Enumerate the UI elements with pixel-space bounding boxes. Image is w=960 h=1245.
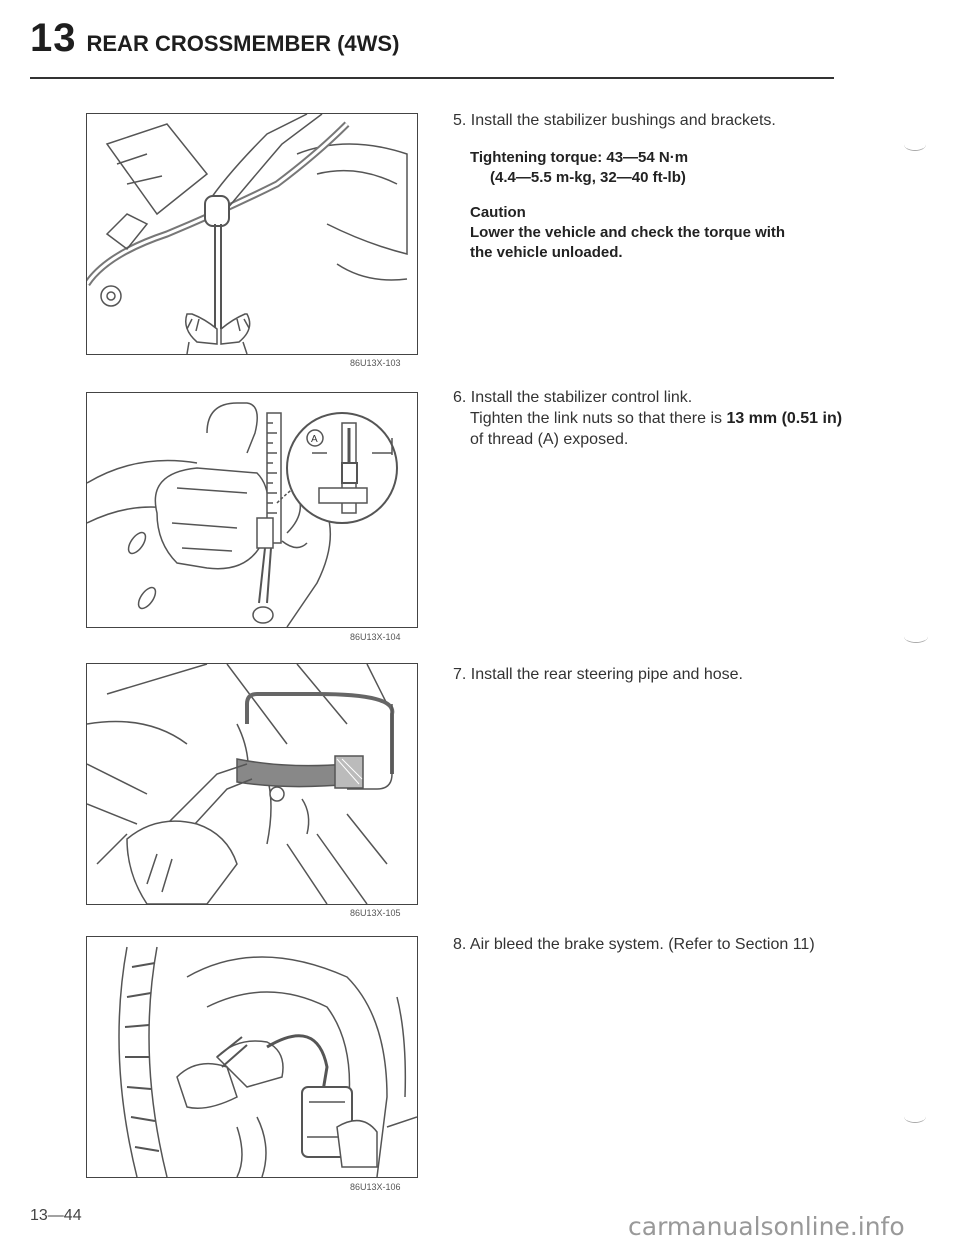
step-5: 5. Install the stabilizer bushings and brackets. [453, 112, 776, 129]
step-6-detail-text: Tighten the link nuts so that there is [470, 410, 727, 427]
figure-control-link [86, 392, 418, 628]
page-number: 13—44 [30, 1207, 82, 1224]
margin-mark [904, 1110, 926, 1123]
torque-label: Tightening torque: 43—54 N·m [470, 149, 689, 166]
margin-mark [904, 138, 926, 151]
figure-code: 86U13X-104 [350, 632, 401, 642]
margin-mark [904, 630, 928, 643]
figure-code: 86U13X-105 [350, 908, 401, 918]
figure-code: 86U13X-106 [350, 1182, 401, 1192]
step-6-detail [453, 408, 853, 450]
figure-stabilizer-bracket [86, 113, 418, 355]
page-header [30, 16, 399, 61]
step-6-detail-tail: of thread (A) exposed. [470, 431, 629, 448]
step-6 [453, 387, 853, 450]
caution-line-1: Lower the vehicle and check the torque with [470, 224, 786, 241]
brake-bleed-illustration [87, 937, 417, 1177]
watermark: carmanualsonline.info [628, 1212, 905, 1241]
step-6-title: 6. Install the stabilizer control link. [453, 389, 693, 406]
torque-values: (4.4—5.5 m-kg, 32—40 ft-lb) [490, 169, 686, 186]
control-link-measure-illustration [87, 393, 417, 627]
chapter-title: REAR CROSSMEMBER (4WS) [86, 31, 400, 56]
step-8: 8. Air bleed the brake system. (Refer to Section 11) [453, 936, 815, 953]
steering-pipe-wrench-illustration [87, 664, 417, 904]
caution-line-2: the vehicle unloaded. [470, 244, 623, 261]
step-7: 7. Install the rear steering pipe and hose. [453, 666, 743, 683]
figure-steering-pipe [86, 663, 418, 905]
caution-title: Caution [470, 204, 526, 221]
figure-code: 86U13X-103 [350, 358, 401, 368]
tightening-torque [470, 148, 688, 188]
header-rule [30, 77, 834, 79]
figure-brake-bleed [86, 936, 418, 1178]
callout-a: A [311, 434, 318, 445]
step-6-detail-bold: 13 mm (0.51 in) [726, 410, 843, 427]
stabilizer-bracket-illustration [87, 114, 417, 354]
caution-block [470, 203, 850, 263]
chapter-number: 13 [30, 16, 77, 60]
